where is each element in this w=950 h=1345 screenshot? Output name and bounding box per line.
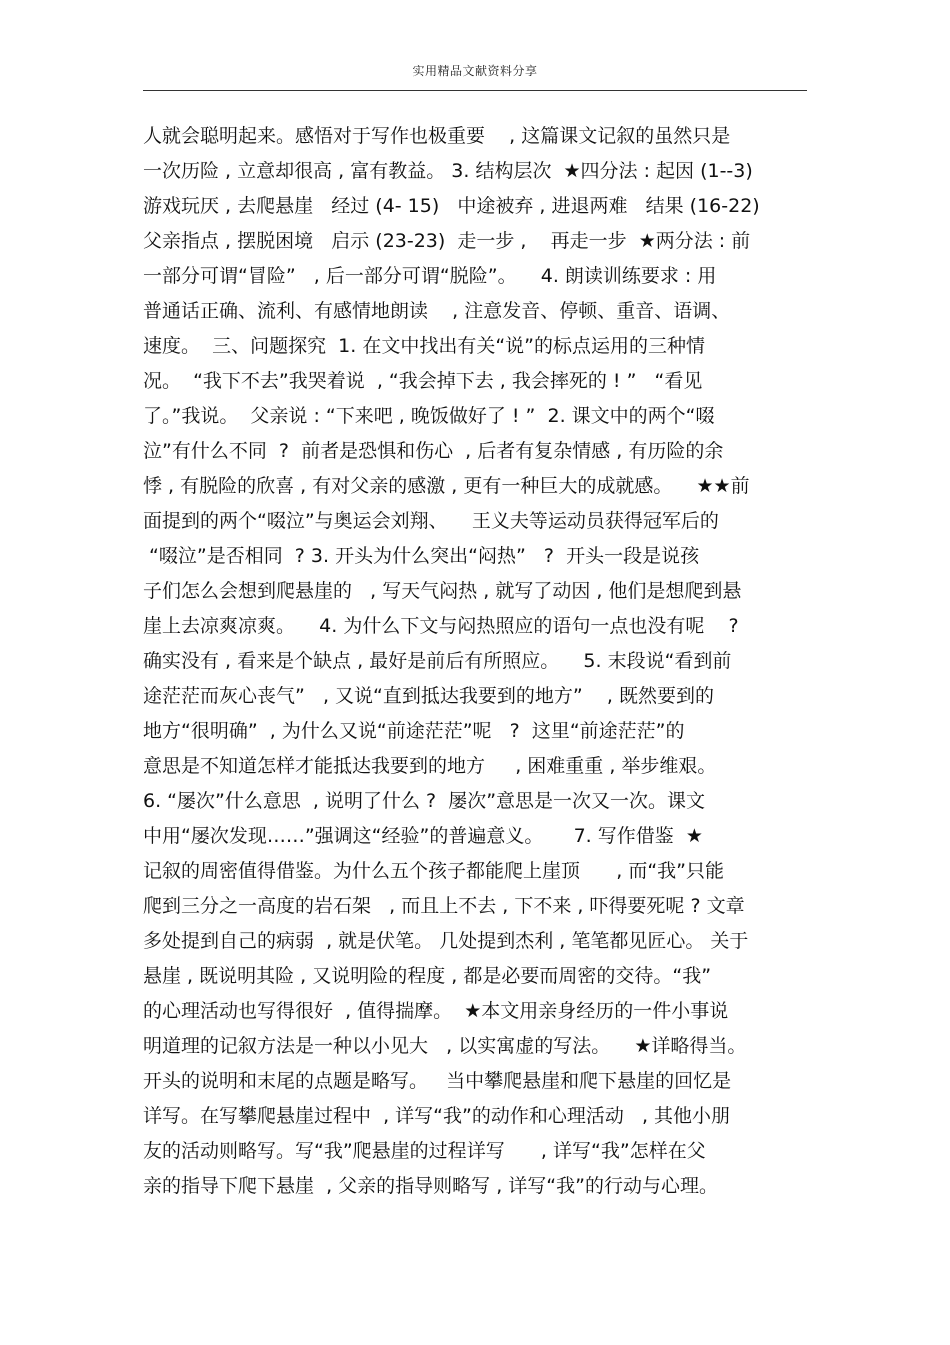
text-line: 意思是不知道怎样才能抵达我要到的地方 , 困难重重 , 举步维艰。 [143,755,717,777]
text-line: 速度。 三、问题探究 1. 在文中找出有关“说”的标点运用的三种情 [143,335,706,357]
text-line: 一次历险 , 立意却很高 , 富有教益。 3. 结构层次 ★四分法 : 起因 (1--3) [143,160,753,182]
text-line: 确实没有 , 看来是个缺点 , 最好是前后有所照应。 5. 末段说“看到前 [143,650,732,672]
text-line: 面提到的两个“啜泣”与奥运会刘翔、 王义夫等运动员获得冠军后的 [143,510,719,532]
text-line: 的心理活动也写得很好 , 值得揣摩。 ★本文用亲身经历的一件小事说 [143,1000,729,1022]
text-line: 子们怎么会想到爬悬崖的 , 写天气闷热 , 就写了动因 , 他们是想爬到悬 [143,580,742,602]
text-line: 父亲指点 , 摆脱困境 启示 (23-23) 走一步 , 再走一步 ★两分法 : 前 [143,230,751,252]
text-line: 普通话正确、流利、有感情地朗读 , 注意发音、停顿、重音、语调、 [143,300,731,322]
text-line: 亲的指导下爬下悬崖 , 父亲的指导则略写 , 详写“我”的行动与心理。 [143,1175,718,1197]
text-line: 一部分可谓“冒险” , 后一部分可谓“脱险”。 4. 朗读训练要求 : 用 [143,265,717,287]
header-divider [143,90,807,91]
text-line: 6. “屡次”什么意思 , 说明了什么 ? 屡次”意思是一次又一次。课文 [143,790,706,812]
text-line: 爬到三分之一高度的岩石架 , 而且上不去 , 下不来 , 吓得要死呢 ? 文章 [143,895,745,917]
text-line: 况。 “我下不去”我哭着说 , “我会掉下去 , 我会摔死的 ! ” “看见 [143,370,703,392]
text-line: 泣”有什么不同 ? 前者是恐惧和伤心 , 后者有复杂情感 , 有历险的余 [143,440,724,462]
text-line: 崖上去凉爽凉爽。 4. 为什么下文与闷热照应的语句一点也没有呢 ? [143,615,739,637]
text-line: 友的活动则略写。写“我”爬悬崖的过程详写 , 详写“我”怎样在父 [143,1140,706,1162]
text-line: 人就会聪明起来。感悟对于写作也极重要 , 这篇课文记叙的虽然只是 [143,125,731,147]
text-line: 悸 , 有脱险的欣喜 , 有对父亲的感激 , 更有一种巨大的成就感。 ★★前 [143,475,750,497]
text-line: 多处提到自己的病弱 , 就是伏笔。 几处提到杰利 , 笔笔都见匠心。 关于 [143,930,749,952]
text-line: 明道理的记叙方法是一种以小见大 , 以实寓虚的写法。 ★详略得当。 [143,1035,747,1057]
text-line: 地方“很明确” , 为什么又说“前途茫茫”呢 ? 这里“前途茫茫”的 [143,720,685,742]
text-line: 途茫茫而灰心丧气” , 又说“直到抵达我要到的地方” , 既然要到的 [143,685,714,707]
text-line: 详写。在写攀爬悬崖过程中 , 详写“我”的动作和心理活动 , 其他小朋 [143,1105,731,1127]
body-text [143,119,809,1204]
text-line: 游戏玩厌 , 去爬悬崖 经过 (4- 15) 中途被弃 , 进退两难 结果 (16-22) [143,195,760,217]
text-line: “啜泣”是否相同 ? 3. 开头为什么突出“闷热” ? 开头一段是说孩 [143,545,700,567]
header-title: 实用精品文献资料分享 [412,64,538,78]
text-line: 记叙的周密值得借鉴。为什么五个孩子都能爬上崖顶 , 而“我”只能 [143,860,725,882]
text-line: 开头的说明和末尾的点题是略写。 当中攀爬悬崖和爬下悬崖的回忆是 [143,1070,732,1092]
text-line: 悬崖 , 既说明其险 , 又说明险的程度 , 都是必要而周密的交待。“我” [143,965,712,987]
text-line: 中用“屡次发现……”强调这“经验”的普遍意义。 7. 写作借鉴 ★ [143,825,703,847]
text-line: 了。”我说。 父亲说 : “下来吧 , 晚饭做好了 ! ” 2. 课文中的两个“啜 [143,405,715,427]
